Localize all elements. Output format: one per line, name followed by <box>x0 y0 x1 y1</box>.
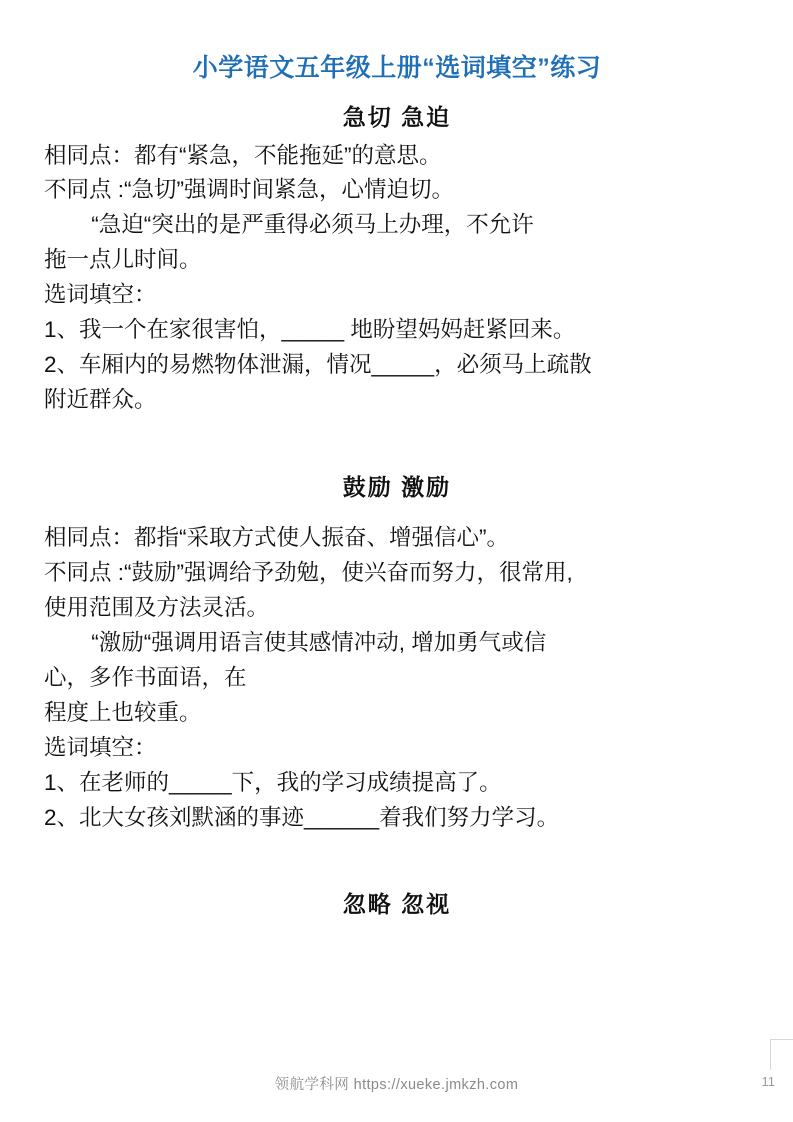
text-line: 相同点：都有“紧急，不能拖延”的意思。 <box>44 142 442 168</box>
text-line: “激励“强调用语言使其感情冲动, 增加勇气或信 <box>91 629 547 655</box>
section-heading: 忽略 忽视 <box>342 891 452 918</box>
page-number: 11 <box>761 1074 775 1089</box>
text-line: 附近群众。 <box>44 387 157 413</box>
text-line: 不同点 :“鼓励”强调给予劲勉，使兴奋而努力，很常用, <box>44 559 573 585</box>
document-content <box>44 52 750 927</box>
text-line: 选词填空： <box>44 734 157 760</box>
section-hulve <box>44 886 750 919</box>
section-heading: 鼓励 激励 <box>342 474 452 500</box>
section-gap <box>44 419 750 465</box>
text-line: 不同点 :“急切”强调时间紧急，心情迫切。 <box>44 177 454 203</box>
text-line: 相同点：都指“采取方式使人振奋、增强信心”。 <box>44 525 509 550</box>
page-title: 小学语文五年级上册“选词填空”练习 <box>192 54 602 82</box>
text-line: 选词填空： <box>44 282 157 308</box>
text-line: “急迫“突出的是严重得必须马上办理，不允许 <box>91 212 534 238</box>
section-guli <box>44 469 750 833</box>
section-jiqie <box>44 99 750 417</box>
exercise-item: 1、在老师的_____下，我的学习成绩提高了。 <box>44 769 502 795</box>
exercise-item: 2、北大女孩刘默涵的事迹______着我们努力学习。 <box>44 804 560 830</box>
text-line: 拖一点儿时间。 <box>44 247 202 273</box>
text-line: 使用范围及方法灵活。 <box>44 594 270 620</box>
section-gap <box>44 836 750 882</box>
text-line: 程度上也较重。 <box>44 699 202 725</box>
page-corner-mark <box>770 1039 793 1070</box>
exercise-item: 1、我一个在家很害怕，_____ 地盼望妈妈赶紧回来。 <box>44 317 576 343</box>
exercise-item: 2、车厢内的易燃物体泄漏，情况_____，必须马上疏散 <box>44 352 592 378</box>
text-line: 心，多作书面语，在 <box>44 664 247 690</box>
section-heading: 急切 急迫 <box>342 103 452 130</box>
watermark: 领航学科网 https://xueke.jmkzh.com <box>274 1077 519 1093</box>
heading-gap <box>44 510 750 522</box>
